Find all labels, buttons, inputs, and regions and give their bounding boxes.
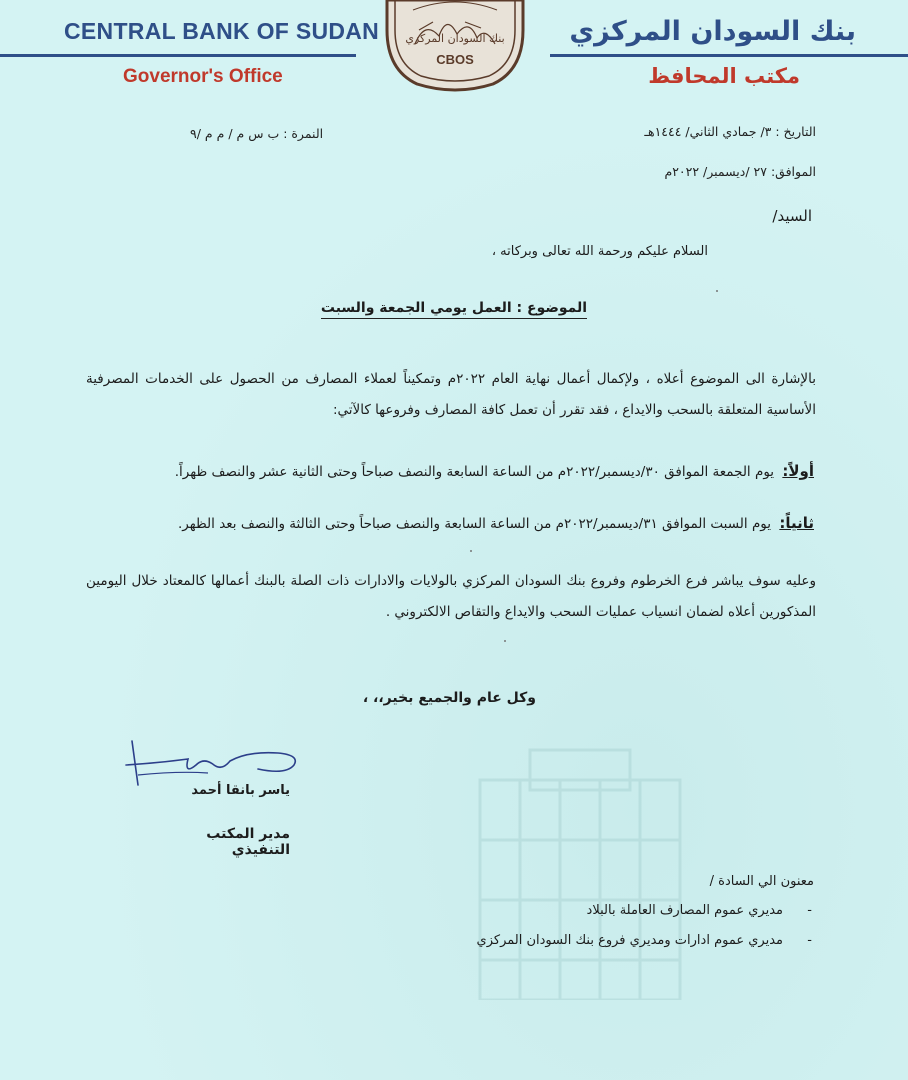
item-first-label: أولاً:	[782, 462, 814, 480]
reference-number	[190, 126, 390, 141]
scan-speck	[470, 550, 472, 552]
subject-line	[0, 300, 908, 316]
item-second	[94, 514, 814, 532]
item-second-label: ثانياً:	[779, 514, 814, 532]
hijri-date: التاريخ : ٣/ جمادي الثاني/ ١٤٤٤هـ	[644, 124, 816, 139]
reference-number-text: النمرة : ب س م / م م /٩	[190, 126, 324, 141]
closing-line: وكل عام والجميع بخير،، ،	[362, 690, 536, 706]
intro-paragraph: بالإشارة الى الموضوع أعلاه ، ولإكمال أعمال نهاية العام ٢٠٢٢م وتمكيناً لعملاء المصارف من الحصول على الخدمات المصرفية الأساسية المتعلقة بالسحب والايداع ، فقد تقرر أن تعمل كافة المصارف وفروعها كالآتي:	[86, 371, 817, 418]
scan-speck	[716, 290, 718, 292]
cc-bullet: -	[807, 903, 812, 918]
body-paragraph: وعليه سوف يباشر فرع الخرطوم وفروع بنك السودان المركزي بالولايات والادارات ذات الصلة بالبنك أعمالها كالمعتاد خلال اليومين المذكورين أعلاه لضمان انسياب عمليات السحب والايداع والتقاص الالكتروني .	[86, 573, 816, 620]
subject-text: الموضوع : العمل يومي الجمعة والسبت	[321, 300, 587, 319]
greeting: السلام عليكم ورحمة الله تعالى وبركاته ،	[491, 244, 708, 259]
building-watermark	[420, 740, 740, 1000]
header-rule-right	[550, 54, 908, 57]
office-name-english: Governor's Office	[123, 66, 283, 87]
item-first-text: يوم الجمعة الموافق ٣٠/ديسمبر/٢٠٢٢م من الساعة السابعة والنصف صباحاً وحتى الثانية عشر والنصف ظهراً.	[174, 464, 775, 480]
header-rule-left	[0, 54, 356, 57]
bank-name-english: CENTRAL BANK OF SUDAN	[64, 18, 380, 44]
signatory-name: ياسر بانقا أحمد	[191, 783, 290, 798]
item-first	[94, 462, 814, 480]
cc-item: مديري عموم المصارف العاملة بالبلاد	[586, 903, 783, 918]
gregorian-date: الموافق: ٢٧ /ديسمبر/ ٢٠٢٢م	[664, 164, 816, 179]
signatory-title: مدير المكتب التنفيذي	[206, 826, 290, 858]
cbos-emblem-logo	[373, 0, 537, 92]
emblem-arabic-text: بنك السودان المركزي	[405, 32, 505, 45]
cc-heading: معنون الي السادة /	[709, 874, 814, 889]
item-second-text: يوم السبت الموافق ٣١/ديسمبر/٢٠٢٢م من الساعة السابعة والنصف صباحاً وحتى الثالثة والنصف بعد الظهر.	[178, 516, 772, 532]
addressee: السيد/	[772, 207, 812, 225]
bank-name-arabic: بنك السودان المركزي	[569, 16, 856, 47]
emblem-cbos-text: CBOS	[436, 52, 474, 67]
cc-item: مديري عموم ادارات ومديري فروع بنك السودان المركزي	[476, 933, 783, 948]
cc-bullet: -	[807, 933, 812, 948]
office-name-arabic: مكتب المحافظ	[648, 64, 800, 88]
scan-speck	[504, 640, 506, 642]
